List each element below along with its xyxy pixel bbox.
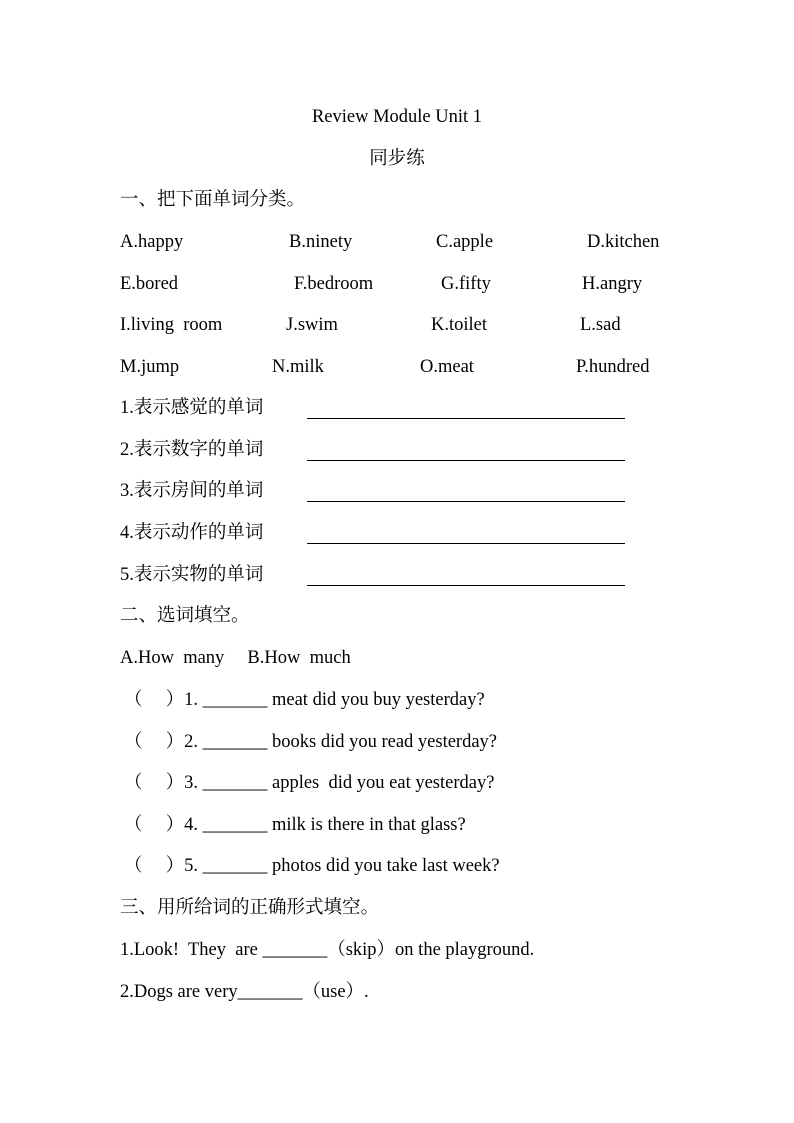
category-label: 3.表示房间的单词 [120,481,264,501]
word-item: N.milk [272,357,324,377]
answer-blank[interactable] [307,460,625,461]
choice-options: A.How many B.How much [120,648,351,668]
word-item: G.fifty [441,274,491,294]
word-item: F.bedroom [294,274,374,294]
answer-blank[interactable] [307,543,625,544]
word-item: A.happy [120,232,184,252]
fill-item: 2.Dogs are very_______（use）. [120,982,369,1002]
category-label: 4.表示动作的单词 [120,523,264,543]
answer-blank[interactable] [307,418,625,419]
word-item: B.ninety [289,232,353,252]
category-label: 5.表示实物的单词 [120,565,264,585]
word-item: K.toilet [431,315,488,335]
word-item: E.bored [120,274,179,294]
word-item: D.kitchen [587,232,660,252]
fill-item: 1.Look! They are _______（skip）on the playground. [120,940,535,960]
word-item: C.apple [436,232,494,252]
word-item: M.jump [120,357,180,377]
word-item: O.meat [420,357,474,377]
question-item: （ ）2. _______ books did you read yesterday? [124,732,498,752]
question-item: （ ）1. _______ meat did you buy yesterday? [124,690,485,710]
category-label: 2.表示数字的单词 [120,440,264,460]
word-item: J.swim [286,315,338,335]
word-item: L.sad [580,315,621,335]
page-title: Review Module Unit 1 [311,107,483,127]
word-item: I.living room [120,315,223,335]
category-label: 1.表示感觉的单词 [120,398,264,418]
page-subtitle: 同步练 [369,149,425,169]
section3-heading: 三、用所给词的正确形式填空。 [120,898,380,918]
word-item: P.hundred [576,357,650,377]
question-item: （ ）5. _______ photos did you take last week? [124,856,500,876]
answer-blank[interactable] [307,501,625,502]
section2-heading: 二、选词填空。 [120,606,250,626]
word-item: H.angry [582,274,643,294]
section1-heading: 一、把下面单词分类。 [120,190,306,210]
question-item: （ ）4. _______ milk is there in that glass? [124,815,466,835]
answer-blank[interactable] [307,585,625,586]
question-item: （ ）3. _______ apples did you eat yesterday? [124,773,495,793]
